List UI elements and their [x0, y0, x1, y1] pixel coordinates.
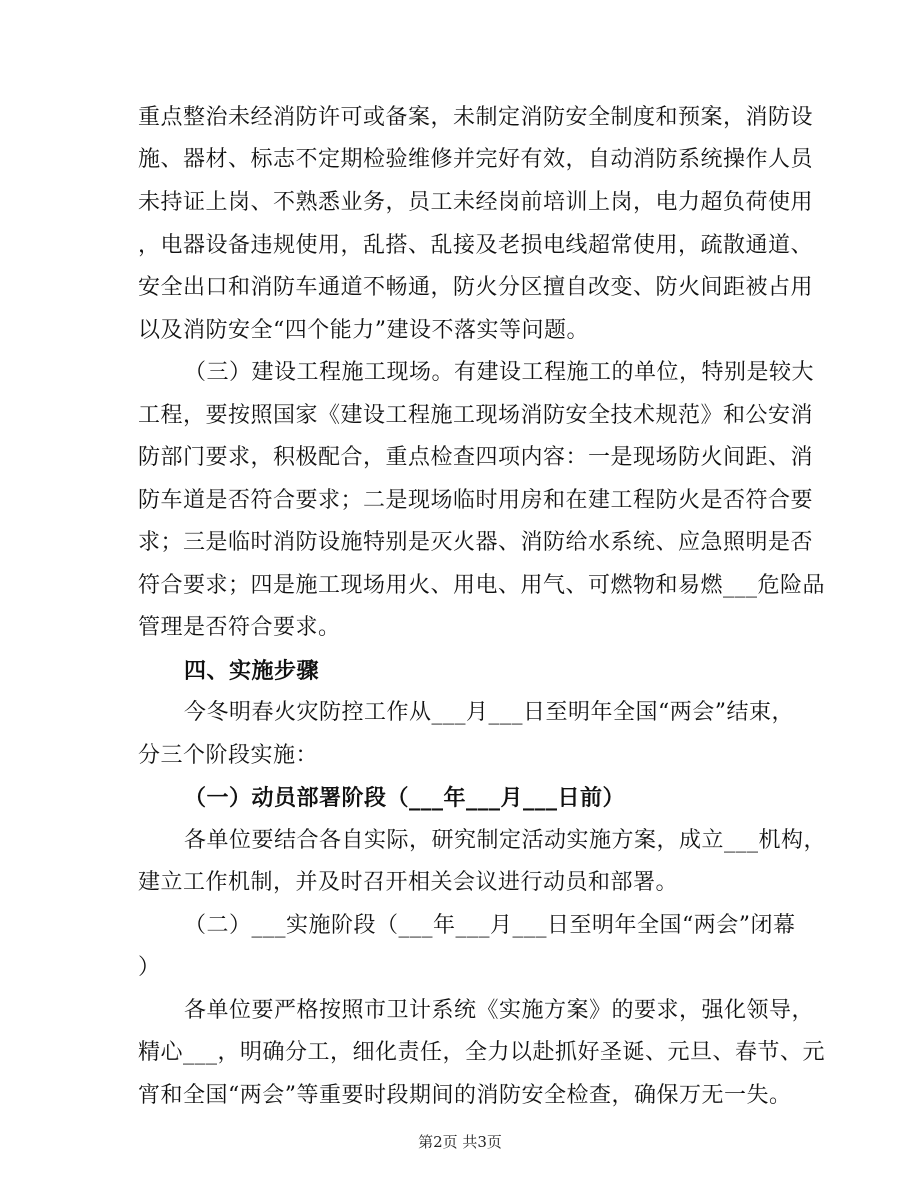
text-line: 防部门要求，积极配合，重点检查四项内容：一是现场防火间距、消 [138, 445, 814, 470]
text-line: 符合要求；四是施工现场用火、用电、用气、可燃物和易燃___危险品 [138, 573, 826, 598]
text-line: 建立工作机制，并及时召开相关会议进行动员和部署。 [138, 870, 679, 895]
text-line: 以及消防安全“四个能力”建设不落实等问题。 [138, 318, 589, 343]
text-line: 宵和全国“两会”等重要时段期间的消防安全检查，确保万无一失。 [138, 1083, 792, 1108]
text-line: 精心___，明确分工，细化责任，全力以赴抓好圣诞、元旦、春节、元 [138, 1040, 826, 1065]
text-line: 施、器材、标志不定期检验维修并完好有效，自动消防系统操作人员 [138, 147, 814, 172]
text-line: 管理是否符合要求。 [138, 615, 341, 640]
text-line: 今冬明春火灾防控工作从___月___日至明年全国“两会”结束， [184, 700, 794, 725]
text-line: 重点整治未经消防许可或备案，未制定消防安全制度和预案，消防设 [138, 105, 814, 130]
text-line: 防车道是否符合要求；二是现场临时用房和在建工程防火是否符合要 [138, 488, 814, 513]
text-line: 求；三是临时消防设施特别是灭火器、消防给水系统、应急照明是否 [138, 530, 814, 555]
subsection-heading-1: （一）动员部署阶段（___年___月___日前） [184, 785, 626, 811]
text-line: 安全出口和消防车通道不畅通，防火分区擅自改变、防火间距被占用 [138, 275, 814, 300]
subsection-heading-2: （二）___实施阶段（___年___月___日至明年全国“两会”闭幕 [184, 913, 796, 938]
text-line: 各单位要严格按照市卫计系统《实施方案》的要求，强化领导， [184, 998, 815, 1023]
section-heading-3: （三）建设工程施工现场。有建设工程施工的单位，特别是较大 [184, 360, 815, 385]
section-heading-4: 四、实施步骤 [184, 658, 320, 684]
text-line: 各单位要结合各自实际，研究制定活动实施方案，成立___机构， [184, 828, 827, 853]
text-line: 未持证上岗、不熟悉业务，员工未经岗前培训上岗，电力超负荷使用 [138, 190, 814, 215]
page-footer: 第2页 共3页 [418, 1133, 502, 1151]
text-line: ，电器设备违规使用，乱搭、乱接及老损电线超常使用，疏散通道、 [138, 233, 814, 258]
text-line: 分三个阶段实施： [138, 743, 319, 768]
text-line: 工程，要按照国家《建设工程施工现场消防安全技术规范》和公安消 [138, 403, 814, 428]
text-line: ） [138, 955, 161, 980]
